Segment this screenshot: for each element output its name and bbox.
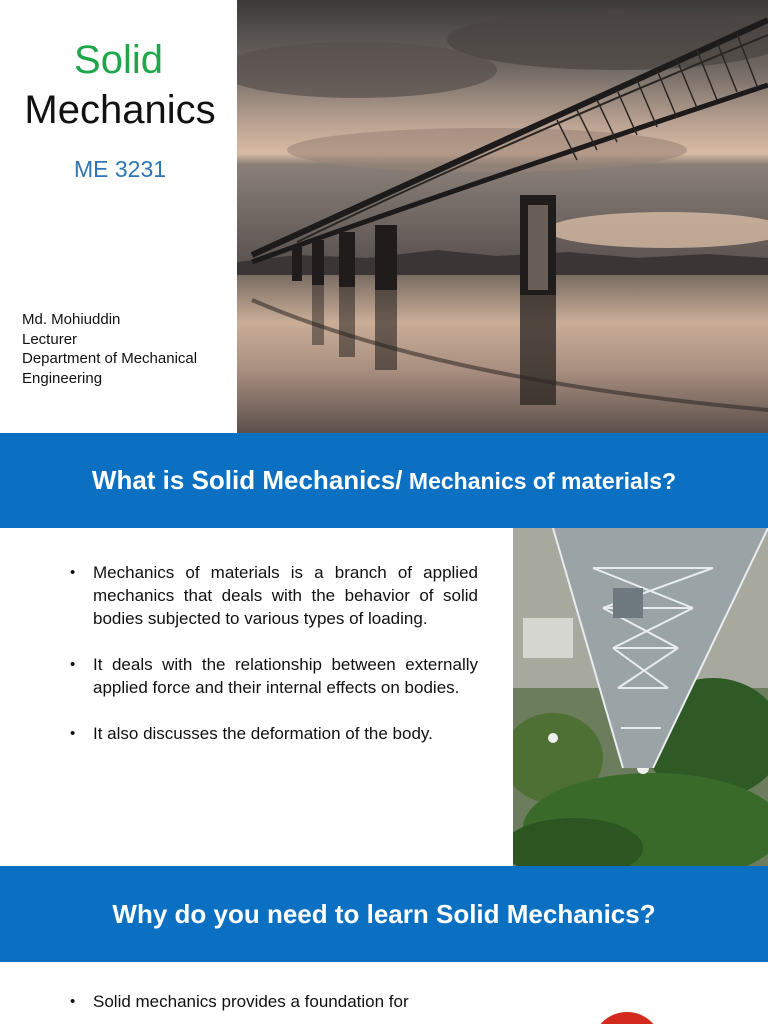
- author-name: Md. Mohiuddin: [22, 311, 121, 328]
- motivation-slide: [0, 962, 768, 1024]
- bullet-item: • It also discusses the deformation of the body.: [70, 722, 478, 745]
- red-circle-logo: [592, 1012, 662, 1024]
- bullet-item: • Mechanics of materials is a branch of applied mechanics that deals with the behavior of solid bodies subjected to various types of loading.: [70, 561, 478, 630]
- title-slide: [0, 0, 768, 433]
- author-position: Lecturer: [22, 330, 78, 348]
- author-department-line2: Engineering: [22, 369, 103, 387]
- author-block: [22, 310, 197, 388]
- bridge-photo: [237, 0, 768, 433]
- bullet-list: [70, 990, 478, 1024]
- section-heading-main: What is Solid Mechanics/: [91, 465, 403, 495]
- section-heading: [92, 465, 676, 496]
- definition-slide: [0, 528, 768, 866]
- title-panel: [0, 0, 237, 433]
- section-heading-2: Why do you need to learn Solid Mechanics?: [112, 898, 656, 929]
- bullet-item: • It deals with the relationship between externally applied force and their internal effects on bodies.: [70, 653, 478, 699]
- course-code: ME 3231: [73, 156, 167, 182]
- section-heading-banner-2: [0, 866, 768, 962]
- tower-aerial-photo: [513, 528, 768, 866]
- title-line-2: Mechanics: [24, 88, 216, 132]
- bullet-item: • Solid mechanics provides a foundation for: [70, 990, 478, 1013]
- title-line-1: Solid: [74, 38, 163, 82]
- bullet-list: [70, 561, 478, 768]
- author-department-line1: Department of Mechanical: [22, 350, 198, 367]
- section-heading-sub: Mechanics of materials?: [402, 468, 677, 494]
- section-heading-banner: [0, 433, 768, 528]
